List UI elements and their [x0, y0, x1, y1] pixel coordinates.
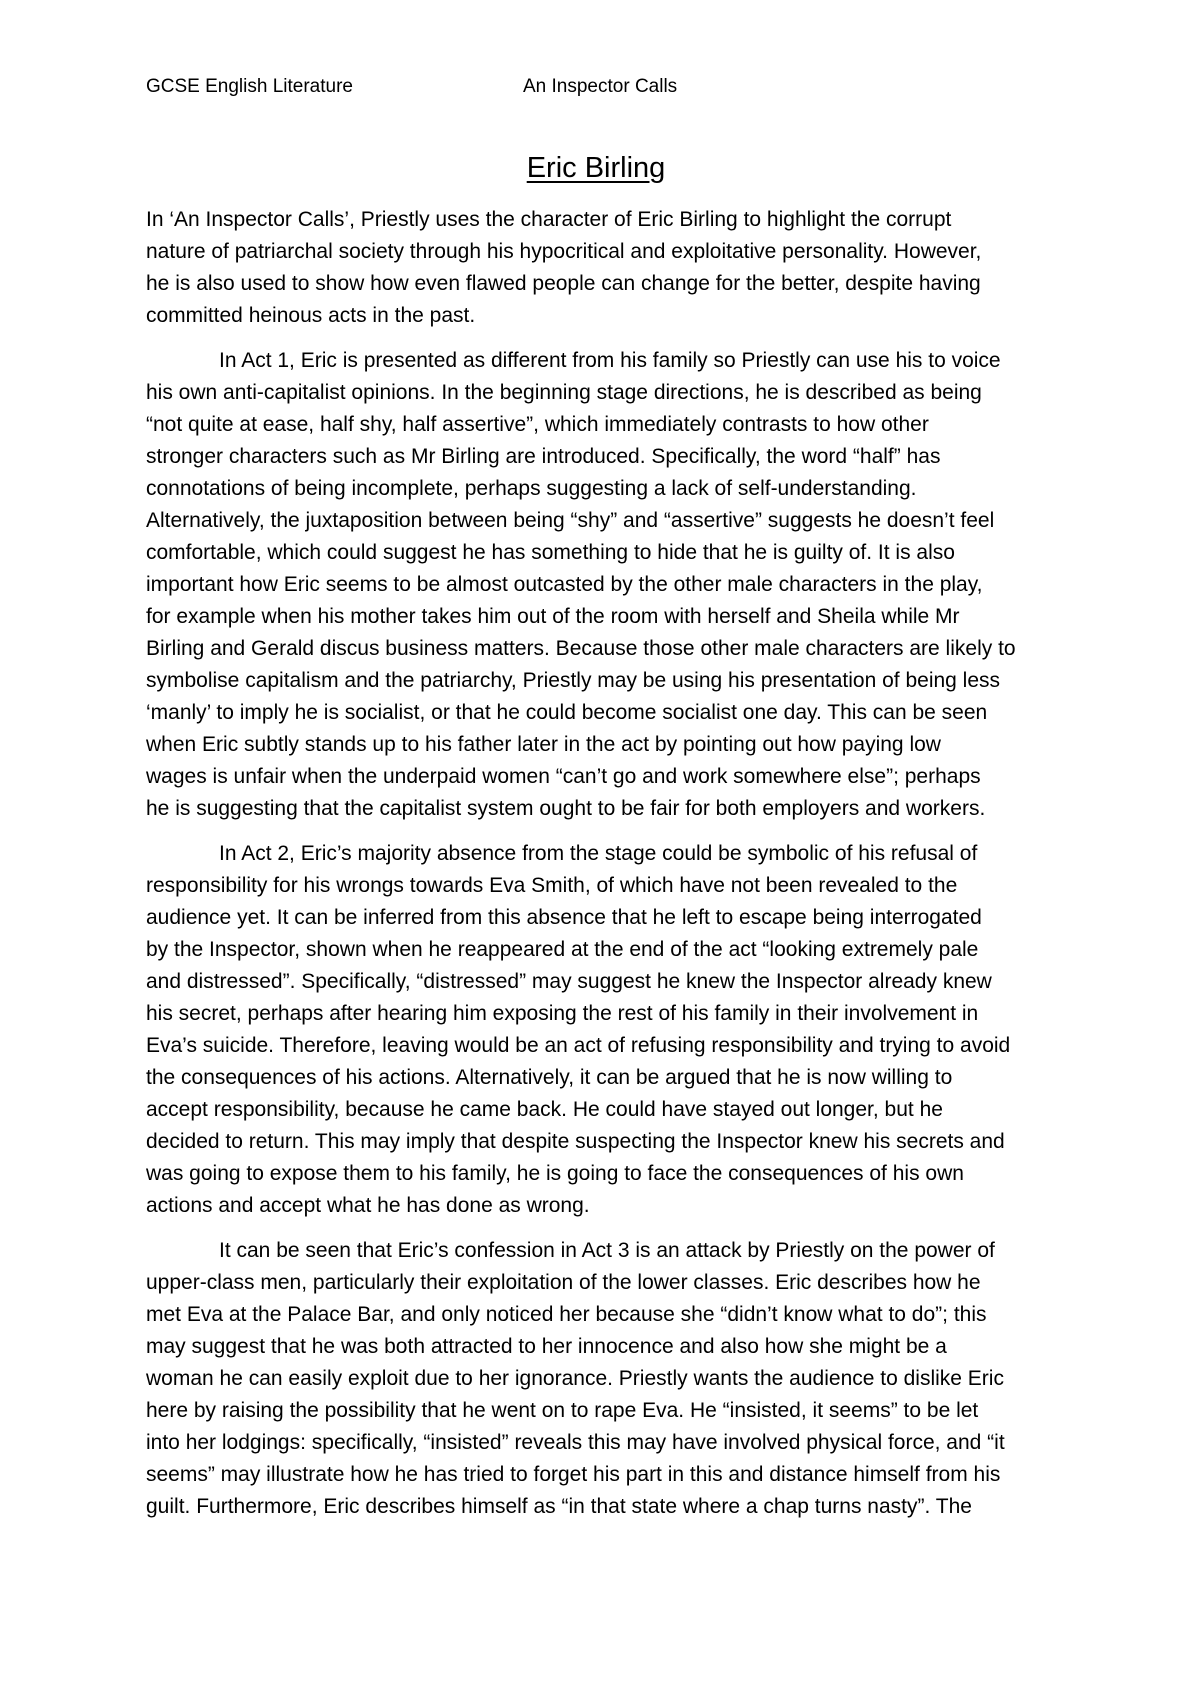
text-line: stronger characters such as Mr Birling are introduced. Specifically, the word “half” has	[146, 445, 941, 468]
paragraph-intro	[146, 204, 1066, 332]
text-line: actions and accept what he has done as wrong.	[146, 1194, 590, 1217]
text-line: In Act 1, Eric is presented as different from his family so Priestly can use his to voice	[219, 349, 1001, 372]
text-line: “not quite at ease, half shy, half assertive”, which immediately contrasts to how other	[146, 413, 929, 436]
text-line: he is suggesting that the capitalist system ought to be fair for both employers and workers.	[146, 797, 986, 820]
text-line: accept responsibility, because he came back. He could have stayed out longer, but he	[146, 1098, 943, 1121]
text-line: his secret, perhaps after hearing him exposing the rest of his family in their involvement in	[146, 1002, 979, 1025]
text-line: In ‘An Inspector Calls’, Priestly uses the character of Eric Birling to highlight the corrupt	[146, 208, 952, 231]
text-line: by the Inspector, shown when he reappeared at the end of the act “looking extremely pale	[146, 938, 979, 961]
text-line: met Eva at the Palace Bar, and only noticed her because she “didn’t know what to do”; this	[146, 1303, 987, 1326]
text-line: Alternatively, the juxtaposition between being “shy” and “assertive” suggests he doesn’t feel	[146, 509, 995, 532]
text-line: connotations of being incomplete, perhaps suggesting a lack of self-understanding.	[146, 477, 917, 500]
text-line: comfortable, which could suggest he has something to hide that he is guilty of. It is also	[146, 541, 955, 564]
paragraph-act-2	[146, 838, 1066, 1222]
text-line: seems” may illustrate how he has tried to forget his part in this and distance himself from his	[146, 1463, 1001, 1486]
page-header	[146, 74, 1046, 104]
text-line: was going to expose them to his family, he is going to face the consequences of his own	[146, 1162, 964, 1185]
text-line: for example when his mother takes him out of the room with herself and Sheila while Mr	[146, 605, 960, 628]
text-line: audience yet. It can be inferred from this absence that he left to escape being interrogated	[146, 906, 982, 929]
text-line: In Act 2, Eric’s majority absence from the stage could be symbolic of his refusal of	[219, 842, 978, 865]
text-line: decided to return. This may imply that despite suspecting the Inspector knew his secrets and	[146, 1130, 1005, 1153]
text-line: into her lodgings: specifically, “insisted” reveals this may have involved physical force, and “it	[146, 1431, 1005, 1454]
text-line: may suggest that he was both attracted to her innocence and also how she might be a	[146, 1335, 947, 1358]
text-line: symbolise capitalism and the patriarchy, Priestly may be using his presentation of being less	[146, 669, 1001, 692]
text-line: committed heinous acts in the past.	[146, 304, 476, 327]
text-line: and distressed”. Specifically, “distressed” may suggest he knew the Inspector already knew	[146, 970, 992, 993]
text-line: important how Eric seems to be almost outcasted by the other male characters in the play,	[146, 573, 983, 596]
text-line: nature of patriarchal society through his hypocritical and exploitative personality. However,	[146, 240, 982, 263]
header-text-title: An Inspector Calls	[523, 76, 678, 97]
text-line: guilt. Furthermore, Eric describes himself as “in that state where a chap turns nasty”. The	[146, 1495, 972, 1518]
text-line: when Eric subtly stands up to his father later in the act by pointing out how paying low	[146, 733, 941, 756]
text-line: he is also used to show how even flawed people can change for the better, despite having	[146, 272, 981, 295]
paragraph-act-1	[146, 345, 1066, 825]
text-line: here by raising the possibility that he went on to rape Eva. He “insisted, it seems” to be let	[146, 1399, 979, 1422]
text-line: wages is unfair when the underpaid women “can’t go and work somewhere else”; perhaps	[146, 765, 981, 788]
text-line: Eva’s suicide. Therefore, leaving would be an act of refusing responsibility and trying to avoid	[146, 1034, 1011, 1057]
text-line: responsibility for his wrongs towards Eva Smith, of which have not been revealed to the	[146, 874, 958, 897]
text-line: woman he can easily exploit due to her ignorance. Priestly wants the audience to dislike Eric	[146, 1367, 1004, 1390]
text-line: ‘manly’ to imply he is socialist, or that he could become socialist one day. This can be seen	[146, 701, 988, 724]
text-line: the consequences of his actions. Alternatively, it can be argued that he is now willing to	[146, 1066, 953, 1089]
text-line: upper-class men, particularly their exploitation of the lower classes. Eric describes how he	[146, 1271, 981, 1294]
text-line: Birling and Gerald discus business matters. Because those other male characters are likely to	[146, 637, 1016, 660]
essay-title: Eric Birling	[526, 152, 666, 184]
header-course-label: GCSE English Literature	[146, 76, 353, 97]
text-line: his own anti-capitalist opinions. In the beginning stage directions, he is described as being	[146, 381, 982, 404]
paragraph-act-3	[146, 1235, 1066, 1523]
essay-body	[146, 204, 1066, 1536]
text-line: It can be seen that Eric’s confession in Act 3 is an attack by Priestly on the power of	[219, 1239, 995, 1262]
